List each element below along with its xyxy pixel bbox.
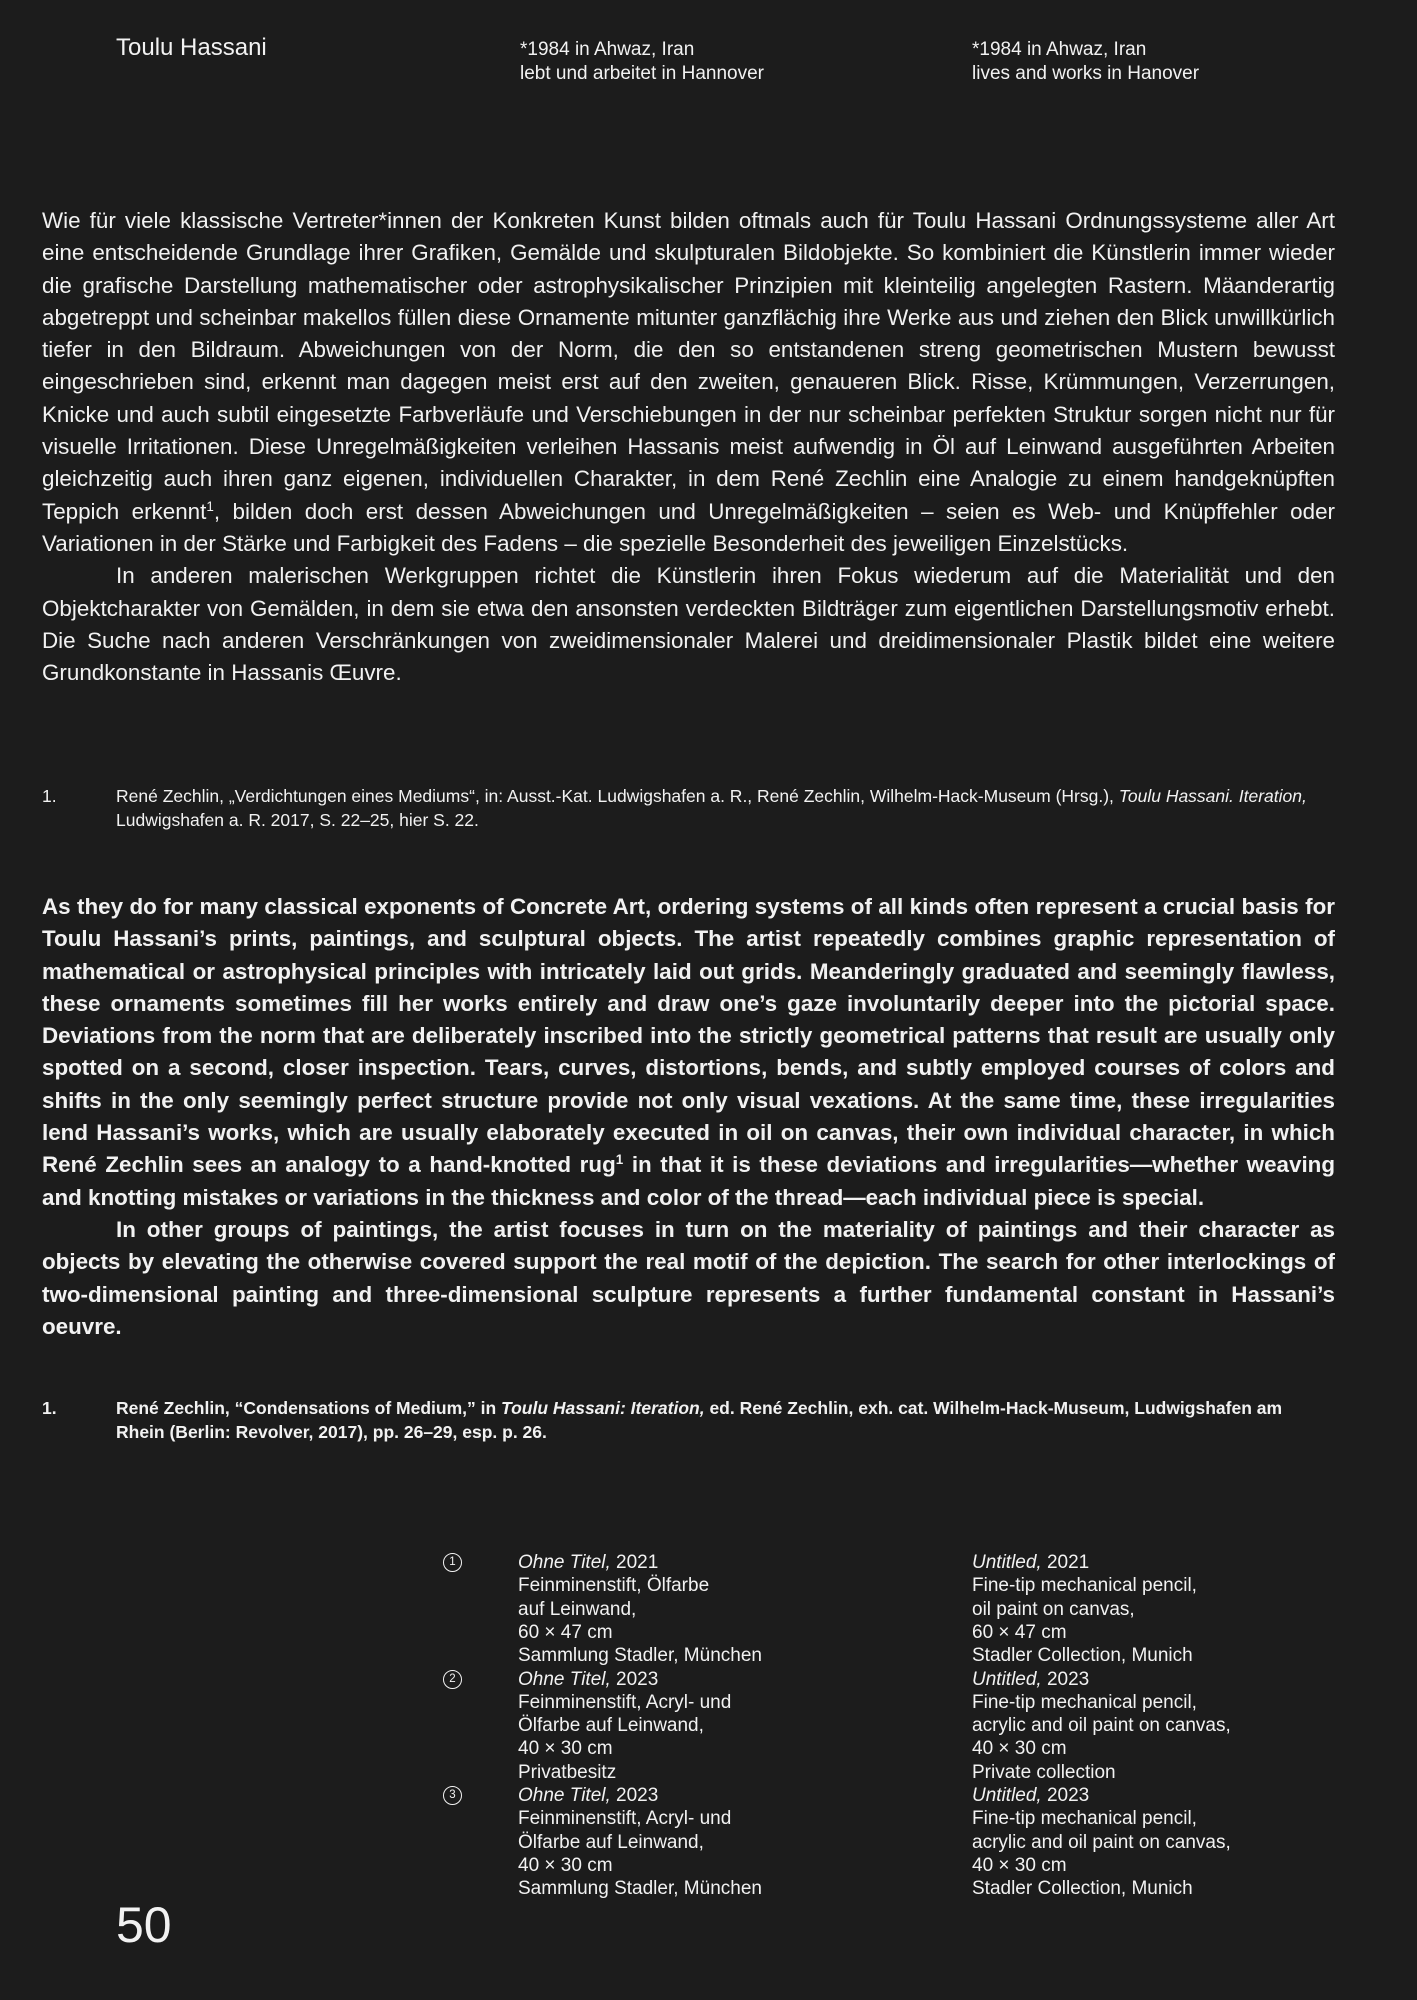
english-footnote-text-b: ed. René Zechlin, exh. cat. Wilhelm-Hack-Museum, Ludwigshafen am Rhein (Berlin: Revolver, 2017), pp. 26–29, esp. p. 26. bbox=[116, 1398, 1283, 1442]
caption-de-year: 2023 bbox=[610, 1785, 659, 1806]
caption-en-year: 2021 bbox=[1041, 1552, 1090, 1573]
caption-en-title-line bbox=[972, 1784, 1231, 1807]
caption-de-collection: Privatbesitz bbox=[518, 1761, 617, 1783]
caption-en-title: Untitled, bbox=[972, 1668, 1042, 1690]
caption-en-medium-1: Fine-tip mechanical pencil, bbox=[972, 1808, 1197, 1830]
german-footnote-text-b: Ludwigshafen a. R. 2017, S. 22–25, hier S. 22. bbox=[116, 810, 479, 830]
caption-de-title: Ohne Titel, bbox=[518, 1552, 611, 1573]
caption-en-medium-1: Fine-tip mechanical pencil, bbox=[972, 1575, 1197, 1597]
caption-en-title: Untitled, bbox=[972, 1785, 1042, 1806]
german-p1-text-a: Wie für viele klassische Vertreter*innen der Konkreten Kunst bilden oftmals auch für Toulu Hassani Ordnungssysteme aller Art eine entscheidende Grundlage ihrer Grafiken, Gemälde und skulpturalen Bildobjekte. So kombiniert die Künstlerin immer wieder die grafische Darstellung mathematischer oder astrophysikalischer Prinzipien mit kleinteilig angelegten Rastern. Mäanderartig abgetreppt und scheinbar makellos füllen diese Ornamente mitunter ganzflächig ihre Werke aus und ziehen den Blick unwillkürlich tiefer in den Bildraum. Abweichungen von der Norm, die den so entstandenen streng geometrischen Mustern bewusst eingeschrieben sind, erkennt man dagegen meist erst auf den zweiten, genaueren Blick. Risse, Krümmungen, Verzerrungen, Knicke und auch subtil eingesetzte Farbverläufe und Verschiebungen in der nur scheinbar perfekten Struktur sorgen nicht nur für visuelle Irritationen. Diese Unregelmäßigkeiten verleihen Hassanis meist aufwendig in Öl auf Leinwand ausgeführten Arbeiten gleichzeitig auch ihren ganz eigenen, individuellen Charakter, in dem René Zechlin eine Analogie zu einem handgeknüpften Teppich erkennt bbox=[42, 208, 1335, 524]
caption-en-medium-2: acrylic and oil paint on canvas, bbox=[972, 1831, 1231, 1853]
caption-de-medium-2: Ölfarbe auf Leinwand, bbox=[518, 1831, 704, 1853]
caption-de-title-line bbox=[518, 1668, 731, 1691]
caption-de-collection: Sammlung Stadler, München bbox=[518, 1645, 762, 1667]
german-paragraph-2: In anderen malerischen Werkgruppen richtet die Künstlerin ihren Fokus wiederum auf die Materialität und den Objektcharakter von Gemälden, in dem sie etwa den ansonsten verdeckten Bildträger zum eigentlichen Darstellungsmotiv erhebt. Die Suche nach anderen Verschränkungen von zweidimensionaler Malerei und dreidimensionaler Plastik bildet eine weitere Grundkonstante in Hassanis Œuvre. bbox=[42, 563, 1335, 686]
caption-en-title-line bbox=[972, 1551, 1197, 1574]
caption-german bbox=[518, 1784, 762, 1900]
caption-en-dimensions: 40 × 30 cm bbox=[972, 1738, 1067, 1760]
caption-de-collection: Sammlung Stadler, München bbox=[518, 1878, 762, 1900]
caption-de-medium-2: Ölfarbe auf Leinwand, bbox=[518, 1715, 704, 1737]
caption-de-medium-2: auf Leinwand, bbox=[518, 1598, 637, 1620]
caption-en-title: Untitled, bbox=[972, 1552, 1042, 1573]
caption-number-badge: 2 bbox=[443, 1670, 462, 1689]
caption-2 bbox=[0, 1668, 1417, 1785]
german-essay bbox=[42, 205, 1335, 689]
english-footnote-number: 1. bbox=[42, 1398, 57, 1418]
german-footnote bbox=[42, 784, 1335, 832]
english-footnote-text bbox=[116, 1396, 1335, 1444]
caption-english bbox=[972, 1668, 1231, 1784]
artist-bio-german bbox=[520, 38, 764, 86]
caption-de-dimensions: 40 × 30 cm bbox=[518, 1854, 613, 1876]
caption-english bbox=[972, 1551, 1197, 1667]
page-number: 50 bbox=[116, 1897, 172, 1953]
german-p1-text-b: , bilden doch erst dessen Abweichungen und Unregelmäßigkeiten – seien es Web- und Knüpffehler oder Variationen in der Stärke und Farbigkeit des Fadens – die spezielle Besonderheit des jeweiligen Einzelstücks. bbox=[42, 498, 1335, 556]
caption-de-title: Ohne Titel, bbox=[518, 1785, 611, 1806]
caption-de-title-line bbox=[518, 1784, 762, 1807]
caption-en-collection: Stadler Collection, Munich bbox=[972, 1645, 1193, 1667]
caption-de-dimensions: 60 × 47 cm bbox=[518, 1621, 613, 1643]
caption-en-medium-2: oil paint on canvas, bbox=[972, 1598, 1135, 1620]
german-footnote-book-title: Toulu Hassani. Iteration, bbox=[1118, 786, 1307, 806]
caption-en-title-line bbox=[972, 1668, 1231, 1691]
caption-en-medium-2: acrylic and oil paint on canvas, bbox=[972, 1715, 1231, 1737]
caption-english bbox=[972, 1784, 1231, 1900]
caption-number-badge: 1 bbox=[443, 1553, 462, 1572]
english-footnote bbox=[42, 1396, 1335, 1444]
caption-1 bbox=[0, 1551, 1417, 1668]
caption-en-year: 2023 bbox=[1041, 1668, 1090, 1690]
caption-de-medium-1: Feinminenstift, Acryl- und bbox=[518, 1691, 732, 1713]
artist-name: Toulu Hassani bbox=[116, 34, 267, 61]
bio-en-birth: *1984 in Ahwaz, Iran bbox=[972, 39, 1147, 60]
caption-german bbox=[518, 1551, 762, 1667]
caption-de-medium-1: Feinminenstift, Ölfarbe bbox=[518, 1575, 710, 1597]
english-footnote-text-a: René Zechlin, “Condensations of Medium,” in bbox=[116, 1398, 502, 1418]
caption-en-year: 2023 bbox=[1041, 1785, 1090, 1806]
english-footnote-book-title: Toulu Hassani: Iteration, bbox=[501, 1398, 705, 1418]
english-paragraph-2: In other groups of paintings, the artist focuses in turn on the materiality of paintings and their character as objects by elevating the otherwise covered support the real motif of the depiction. The search for other interlockings of two-dimensional painting and three-dimensional sculpture represents a further fundamental constant in Hassani’s oeuvre. bbox=[42, 1216, 1335, 1339]
image-captions bbox=[0, 1551, 1417, 1901]
caption-en-collection: Stadler Collection, Munich bbox=[972, 1878, 1193, 1900]
caption-en-dimensions: 60 × 47 cm bbox=[972, 1621, 1067, 1643]
caption-de-title: Ohne Titel, bbox=[518, 1668, 611, 1690]
german-paragraph-1 bbox=[42, 205, 1335, 560]
german-footnote-ref: 1 bbox=[206, 498, 214, 514]
english-essay bbox=[42, 891, 1335, 1343]
english-footnote-ref: 1 bbox=[615, 1152, 624, 1168]
bio-de-birth: *1984 in Ahwaz, Iran bbox=[520, 39, 695, 60]
caption-3 bbox=[0, 1784, 1417, 1901]
caption-german bbox=[518, 1668, 731, 1784]
caption-de-dimensions: 40 × 30 cm bbox=[518, 1738, 613, 1760]
bio-de-residence: lebt und arbeitet in Hannover bbox=[520, 63, 764, 84]
english-p1-text-a: As they do for many classical exponents of Concrete Art, ordering systems of all kinds often represent a crucial basis for Toulu Hassani’s prints, paintings, and sculptural objects. The artist repeatedly combines graphic representation of mathematical or astrophysical principles with intricately laid out grids. Meanderingly graduated and seemingly flawless, these ornaments sometimes fill her works entirely and draw one’s gaze involuntarily deeper into the pictorial space. Deviations from the norm that are deliberately inscribed into the strictly geometrical patterns that result are usually only spotted on a second, closer inspection. Tears, curves, distortions, bends, and subtly employed courses of colors and shifts in the only seemingly perfect structure provide not only visual vexations. At the same time, these irregularities lend Hassani’s works, which are usually elaborately executed in oil on canvas, their own individual character, in which René Zechlin sees an analogy to a hand-knotted rug bbox=[42, 894, 1335, 1178]
german-footnote-number: 1. bbox=[42, 786, 57, 806]
caption-en-dimensions: 40 × 30 cm bbox=[972, 1854, 1067, 1876]
german-footnote-text-a: René Zechlin, „Verdichtungen eines Mediums“, in: Ausst.-Kat. Ludwigshafen a. R., René Zechlin, Wilhelm-Hack-Museum (Hrsg.), bbox=[116, 786, 1119, 806]
english-p1-text-b: in that it is these deviations and irregularities—whether weaving and knotting mistakes or variations in the thickness and color of the thread—each individual piece is special. bbox=[42, 1152, 1336, 1210]
caption-number-badge: 3 bbox=[443, 1786, 462, 1805]
caption-de-title-line bbox=[518, 1551, 762, 1574]
english-paragraph-1 bbox=[42, 891, 1335, 1214]
caption-en-collection: Private collection bbox=[972, 1761, 1116, 1783]
caption-en-medium-1: Fine-tip mechanical pencil, bbox=[972, 1691, 1197, 1713]
artist-bio-english bbox=[972, 38, 1199, 86]
caption-de-year: 2023 bbox=[610, 1668, 659, 1690]
caption-de-year: 2021 bbox=[610, 1552, 659, 1573]
caption-de-medium-1: Feinminenstift, Acryl- und bbox=[518, 1808, 732, 1830]
bio-en-residence: lives and works in Hanover bbox=[972, 63, 1200, 84]
german-footnote-text bbox=[116, 784, 1335, 832]
